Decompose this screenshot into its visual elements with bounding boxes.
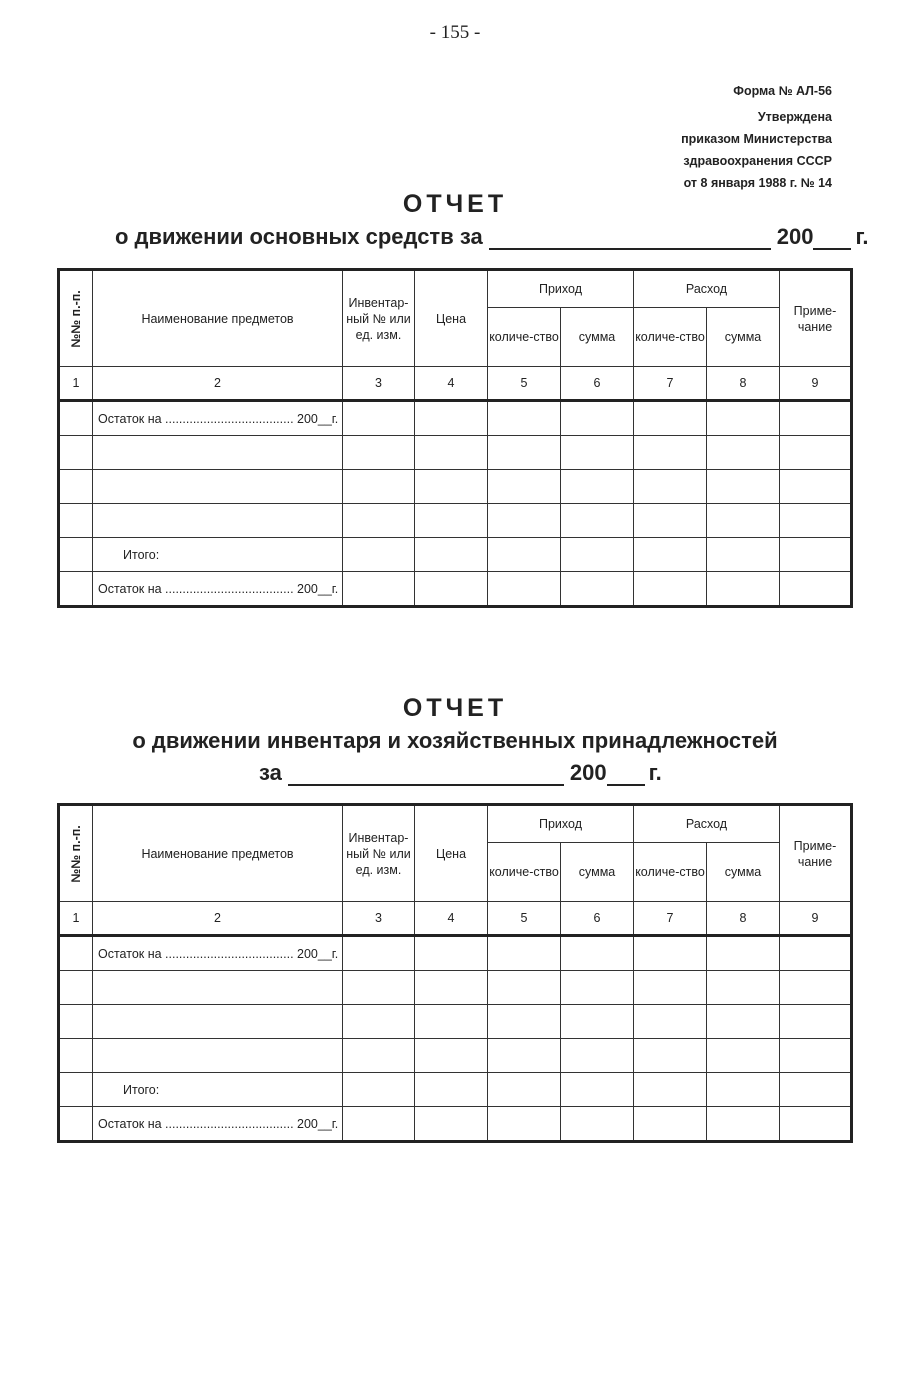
col-expense-sum: сумма xyxy=(707,843,780,902)
col-income-sum: сумма xyxy=(561,308,634,367)
report1-year: 200 xyxy=(776,224,814,249)
col-name-header: Наименование предметов xyxy=(93,270,343,367)
col-expense-qty: количе-ство xyxy=(634,843,707,902)
col-income-qty: количе-ство xyxy=(488,308,561,367)
table-row xyxy=(59,936,852,971)
col-number: 8 xyxy=(707,367,780,401)
table-row xyxy=(59,1005,852,1039)
col-note-header: Приме-чание xyxy=(780,805,852,902)
col-expense-sum: сумма xyxy=(707,308,780,367)
report2-period-blank xyxy=(288,764,564,786)
col-expense-header: Расход xyxy=(634,805,780,843)
col-number: 7 xyxy=(634,367,707,401)
report2-title: ОТЧЕТ xyxy=(402,694,508,722)
col-number: 5 xyxy=(488,902,561,936)
col-name-header: Наименование предметов xyxy=(93,805,343,902)
col-number: 6 xyxy=(561,367,634,401)
col-number: 3 xyxy=(343,902,415,936)
approval-approved: Утверждена xyxy=(757,110,832,124)
report2-za: за xyxy=(259,760,282,785)
balance-end-label: Остаток на ..................................... 200__г. xyxy=(93,572,343,607)
table-row xyxy=(59,971,852,1005)
col-number: 9 xyxy=(780,902,852,936)
report1-year-suffix: г. xyxy=(855,224,869,249)
approval-block xyxy=(681,80,832,194)
balance-start-label: Остаток на ..................................... 200__г. xyxy=(93,936,343,971)
report2-year-blank xyxy=(607,764,645,786)
report1-year-blank xyxy=(813,228,851,250)
table-row xyxy=(59,436,852,470)
table-row xyxy=(59,538,852,572)
col-income-qty: количе-ство xyxy=(488,843,561,902)
col-price-header: Цена xyxy=(415,270,488,367)
report1-title: ОТЧЕТ xyxy=(402,190,508,218)
table-row xyxy=(59,1039,852,1073)
report1-subtitle-text: о движении основных средств за xyxy=(115,224,483,249)
col-number: 4 xyxy=(415,902,488,936)
col-number: 6 xyxy=(561,902,634,936)
report2-subtitle: о движении инвентаря и хозяйственных принадлежностей xyxy=(132,728,778,753)
form-number: Форма № АЛ-56 xyxy=(733,84,832,98)
report2-period xyxy=(259,760,662,786)
col-number: 5 xyxy=(488,367,561,401)
report1-period-blank xyxy=(489,228,771,250)
total-label: Итого: xyxy=(93,538,343,572)
table-row xyxy=(59,1073,852,1107)
col-number: 1 xyxy=(59,902,93,936)
col-number: 1 xyxy=(59,367,93,401)
col-inventory-header: Инвентар-ный № или ед. изм. xyxy=(343,270,415,367)
col-number: 4 xyxy=(415,367,488,401)
page-number: - 155 - xyxy=(429,22,481,43)
balance-end-label: Остаток на ..................................... 200__г. xyxy=(93,1107,343,1142)
approval-ministry: здравоохранения СССР xyxy=(683,154,832,168)
report1-subtitle xyxy=(115,224,869,250)
table-row xyxy=(59,401,852,436)
report2-table xyxy=(57,803,853,1143)
col-income-header: Приход xyxy=(488,270,634,308)
col-note-header: Приме-чание xyxy=(780,270,852,367)
col-number: 9 xyxy=(780,367,852,401)
report1-table xyxy=(57,268,853,608)
report2-year: 200 xyxy=(569,760,607,785)
col-number: 3 xyxy=(343,367,415,401)
col-number: 8 xyxy=(707,902,780,936)
col-num-header: №№ п.-п. xyxy=(59,270,93,367)
approval-order: приказом Министерства xyxy=(681,132,832,146)
col-inventory-header: Инвентар-ный № или ед. изм. xyxy=(343,805,415,902)
col-number: 2 xyxy=(93,367,343,401)
table-row xyxy=(59,470,852,504)
col-income-header: Приход xyxy=(488,805,634,843)
col-price-header: Цена xyxy=(415,805,488,902)
table-row xyxy=(59,1107,852,1142)
total-label: Итого: xyxy=(93,1073,343,1107)
col-income-sum: сумма xyxy=(561,843,634,902)
table-row xyxy=(59,504,852,538)
approval-date: от 8 января 1988 г. № 14 xyxy=(683,176,832,190)
col-num-header: №№ п.-п. xyxy=(59,805,93,902)
col-number: 2 xyxy=(93,902,343,936)
col-number: 7 xyxy=(634,902,707,936)
table-row xyxy=(59,572,852,607)
report2-year-suffix: г. xyxy=(648,760,662,785)
col-expense-header: Расход xyxy=(634,270,780,308)
col-expense-qty: количе-ство xyxy=(634,308,707,367)
balance-start-label: Остаток на ..................................... 200__г. xyxy=(93,401,343,436)
